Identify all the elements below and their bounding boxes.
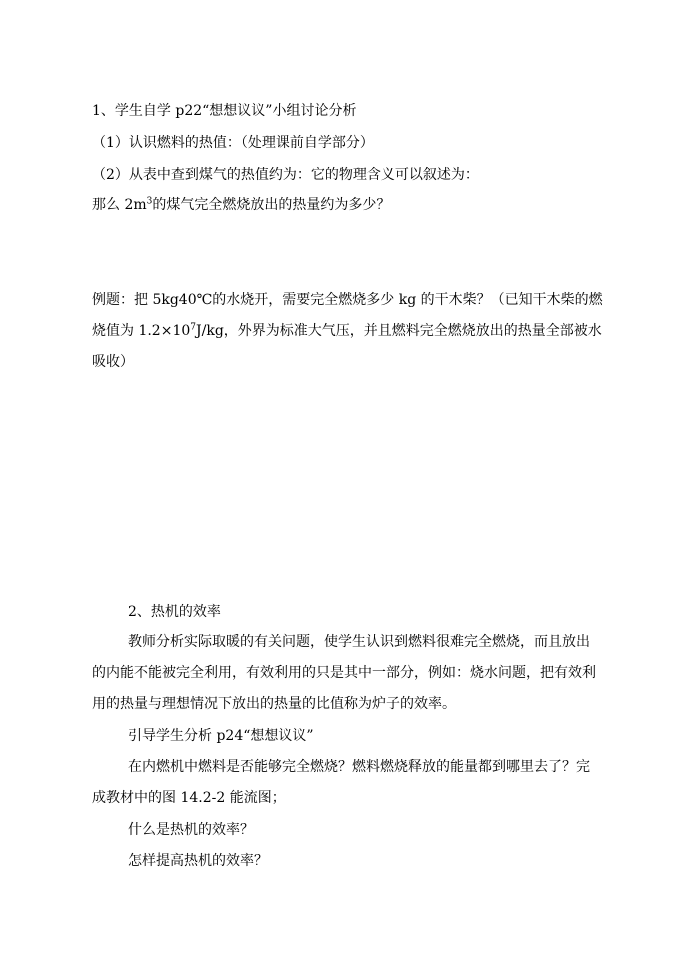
section1-heading: 1、学生自学 p22“想想议议”小组讨论分析: [92, 103, 357, 119]
section2-para2-line2: 成教材中的图 14.2-2 能流图；: [92, 790, 286, 806]
question-post: 的煤气完全燃烧放出的热量约为多少？: [152, 197, 391, 213]
question-sup: 3: [146, 196, 153, 207]
example-line2-pre: 烧值为 1.2×10: [92, 323, 191, 339]
example-line2: [92, 321, 602, 341]
section2-para2-line1: 在内燃机中燃料是否能够完全燃烧？燃料燃烧释放的能量都到哪里去了？完: [128, 759, 590, 775]
section2-para1-line2: 的内能不能被完全利用，有效利用的只是其中一部分，例如：烧水问题，把有效利: [92, 665, 596, 681]
question-pre: 那么 2m: [92, 197, 147, 213]
section2-heading: 2、热机的效率: [128, 604, 221, 620]
section2-para1-line1: 教师分析实际取暖的有关问题，使学生认识到燃料很难完全燃烧，而且放出: [128, 634, 590, 650]
section2-question2: 怎样提高热机的效率？: [128, 853, 268, 869]
section2-guide: 引导学生分析 p24“想想议议”: [128, 728, 314, 744]
example-line2-post: J/kg，外界为标准大气压，并且燃料完全燃烧放出的热量全部被水: [196, 323, 602, 339]
section1-question: [92, 195, 390, 215]
example-line3: 吸收）: [92, 354, 134, 370]
section2-para1-line3: 用的热量与理想情况下放出的热量的比值称为炉子的效率。: [92, 696, 456, 712]
section2-question1: 什么是热机的效率？: [128, 822, 254, 838]
section1-item2: （2）从表中查到煤气的热值约为：它的物理含义可以叙述为：: [92, 167, 479, 183]
example-line1: 例题：把 5kg40℃的水烧开，需要完全燃烧多少 kg 的干木柴？（已知干木柴的燃: [92, 292, 603, 308]
section1-item1: （1）认识燃料的热值：（处理课前自学部分）: [92, 135, 374, 151]
example-line2-sup: 7: [190, 322, 196, 333]
